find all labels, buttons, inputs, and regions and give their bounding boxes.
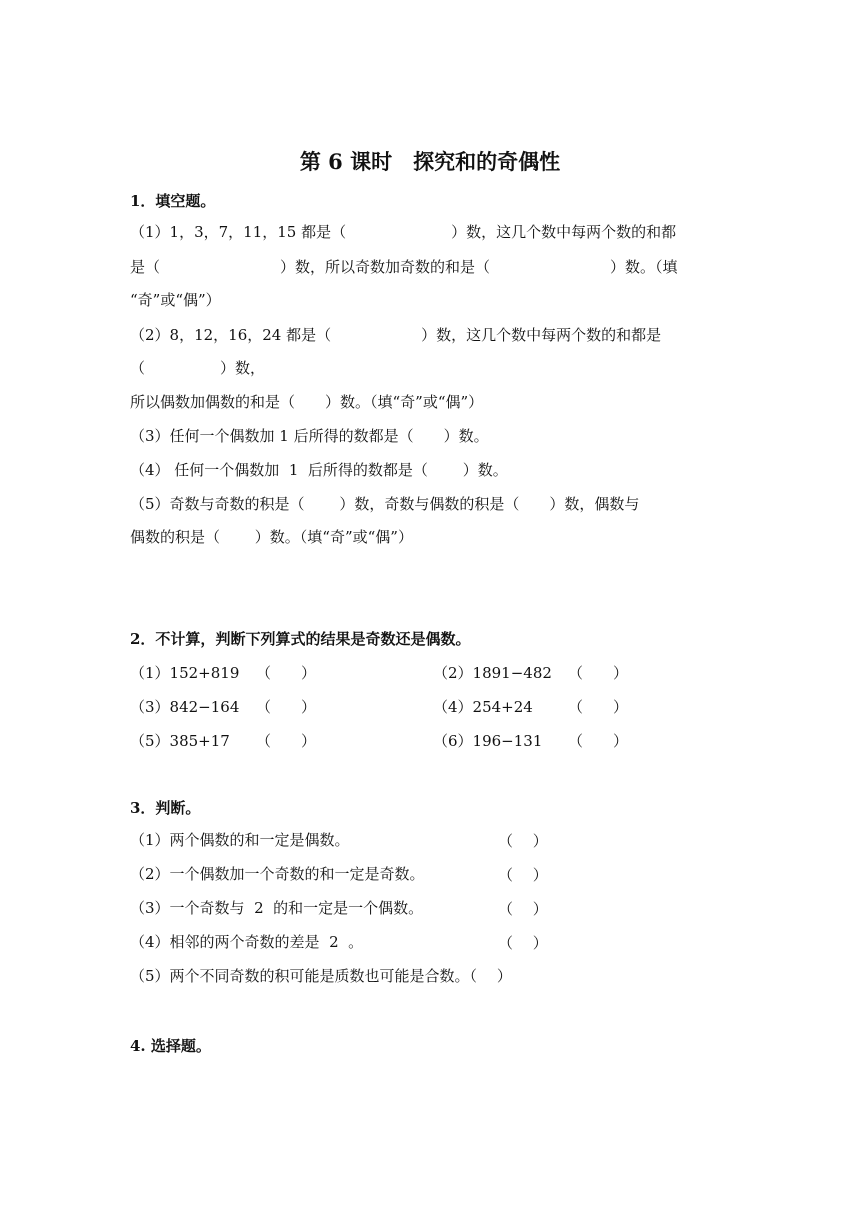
s2-expr-2: （2）1891−482 [433,664,552,682]
s1-line-5: （ ）数， [130,359,266,377]
s3-answer-2[interactable]: （ ） [498,866,548,884]
s2-expr-5: （5）385+17 [130,732,230,750]
section-4-heading: 4. 选择题。 [130,1037,211,1055]
page-title: 第 6 课时 探究和的奇偶性 [299,149,561,174]
s3-answer-1[interactable]: （ ） [498,832,548,850]
section-2-heading: 2．不计算，判断下列算式的结果是奇数还是偶数。 [130,630,471,648]
s3-statement-4: （4）相邻的两个奇数的差是 2 。 [130,933,364,951]
s2-answer-3[interactable]: （ ） [256,698,317,716]
s3-answer-3[interactable]: （ ） [498,900,548,918]
section-3-heading: 3．判断。 [130,799,201,817]
s3-answer-4[interactable]: （ ） [498,934,548,952]
s1-line-7: （3）任何一个偶数加 1 后所得的数都是（ ）数。 [130,427,489,445]
s2-expr-1: （1）152+819 [130,664,240,682]
s2-answer-2[interactable]: （ ） [568,664,629,682]
s2-answer-6[interactable]: （ ） [568,732,629,750]
s3-statement-2: （2）一个偶数加一个奇数的和一定是奇数。 [130,865,425,883]
s1-line-9: （5）奇数与奇数的积是（ ）数，奇数与偶数的积是（ ）数，偶数与 [130,495,640,513]
s1-line-10: 偶数的积是（ ）数。（填“奇”或“偶”） [130,528,413,546]
s1-line-8: （4） 任何一个偶数加 1 后所得的数都是（ ）数。 [130,461,508,479]
s1-line-2: 是（ ）数，所以奇数加奇数的和是（ ）数。（填 [130,258,678,276]
s2-answer-1[interactable]: （ ） [256,664,317,682]
s2-expr-4: （4）254+24 [433,698,533,716]
s1-line-4: （2）8，12，16，24 都是（ ）数，这几个数中每两个数的和都是 [130,326,662,344]
s1-line-1: （1）1，3，7，11，15 都是（ ）数，这几个数中每两个数的和都 [130,223,677,241]
s1-line-6: 所以偶数加偶数的和是（ ）数。（填“奇”或“偶”） [130,393,484,411]
s2-expr-3: （3）842−164 [130,698,240,716]
s3-statement-3: （3）一个奇数与 2 的和一定是一个偶数。 [130,899,424,917]
s2-answer-4[interactable]: （ ） [568,698,629,716]
s3-statement-5: （5）两个不同奇数的积可能是质数也可能是合数。（ ） [130,967,512,985]
s3-statement-1: （1）两个偶数的和一定是偶数。 [130,831,350,849]
s2-expr-6: （6）196−131 [433,732,543,750]
s1-line-3: “奇”或“偶”） [130,291,221,309]
s2-answer-5[interactable]: （ ） [256,732,317,750]
section-1-heading: 1．填空题。 [130,192,216,210]
